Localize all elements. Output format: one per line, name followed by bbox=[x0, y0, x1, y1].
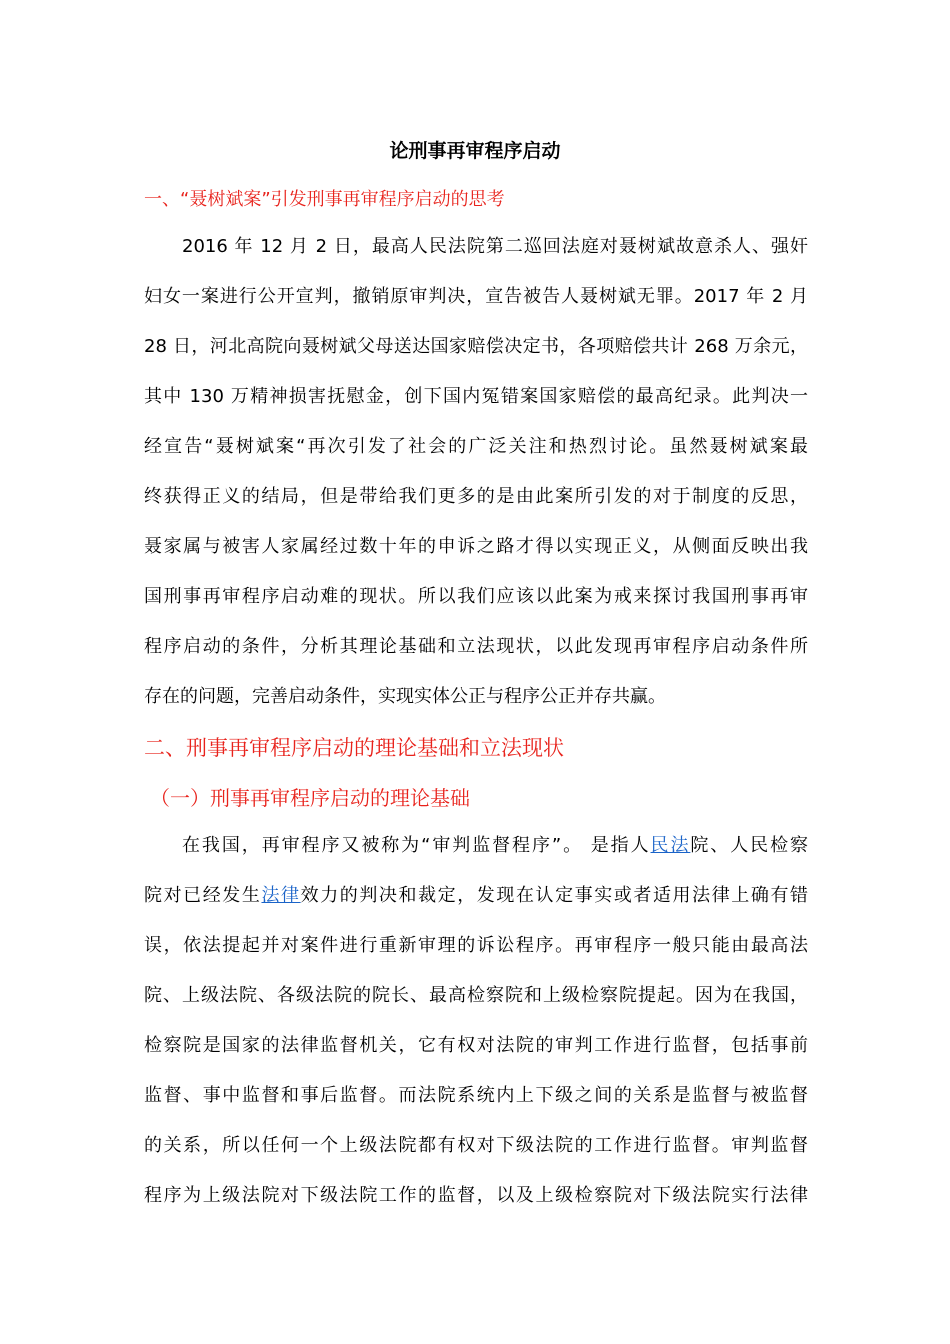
text-run: 效力的判决和裁定，发现在认定事实或者适用法律上确有错 bbox=[300, 885, 809, 906]
paragraph-line: 检察院是国家的法律监督机关，它有权对法院的审判工作进行监督，包括事前 bbox=[144, 1035, 808, 1056]
link-falv[interactable]: 法律 bbox=[261, 885, 301, 906]
paragraph-line: 其中 130 万精神损害抚慰金，创下国内冤错案国家赔偿的最高纪录。此判决一 bbox=[144, 386, 808, 407]
paragraph-line: 的关系，所以任何一个上级法院都有权对下级法院的工作进行监督。审判监督 bbox=[144, 1135, 808, 1156]
paragraph-line: 妇女一案进行公开宣判，撤销原审判决，宣告被告人聂树斌无罪。2017 年 2 月 bbox=[144, 286, 808, 307]
paragraph-line: 程序为上级法院对下级法院工作的监督，以及上级检察院对下级法院实行法律 bbox=[144, 1185, 808, 1206]
paragraph-line: 误，依法提起并对案件进行重新审理的诉讼程序。再审程序一般只能由最高法 bbox=[144, 935, 808, 956]
paragraph-line: 经宣告“聂树斌案“再次引发了社会的广泛关注和热烈讨论。虽然聂树斌案最 bbox=[144, 436, 808, 457]
text-run: 院、人民检察 bbox=[690, 835, 809, 856]
paragraph-line: 存在的问题，完善启动条件，实现实体公正与程序公正并存共赢。 bbox=[144, 686, 666, 707]
text-run: 院对已经发生 bbox=[144, 885, 262, 906]
paragraph-line: 28 日，河北高院向聂树斌父母送达国家赔偿决定书，各项赔偿共计 268 万余元， bbox=[144, 336, 808, 357]
paragraph-line: 终获得正义的结局，但是带给我们更多的是由此案所引发的对于制度的反思， bbox=[144, 486, 808, 507]
paragraph-line: 监督、事中监督和事后监督。而法院系统内上下级之间的关系是监督与被监督 bbox=[144, 1085, 808, 1106]
paragraph-line: 2016 年 12 月 2 日，最高人民法院第二巡回法庭对聂树斌故意杀人、强奸 bbox=[182, 236, 808, 257]
section-1-paragraph bbox=[144, 232, 808, 732]
link-minfa[interactable]: 民法 bbox=[650, 835, 691, 856]
paragraph-line bbox=[144, 831, 808, 881]
section-heading-2: 二、刑事再审程序启动的理论基础和立法现状 bbox=[144, 736, 564, 760]
subsection-heading: （一）刑事再审程序启动的理论基础 bbox=[150, 786, 470, 810]
document-title: 论刑事再审程序启动 bbox=[389, 140, 561, 162]
text-run: 在我国，再审程序又被称为“审判监督程序”。 是指人 bbox=[182, 835, 651, 856]
paragraph-line: 程序启动的条件，分析其理论基础和立法现状，以此发现再审程序启动条件所 bbox=[144, 636, 808, 657]
section-2-paragraph bbox=[144, 831, 808, 1231]
paragraph-line: 聂家属与被害人家属经过数十年的申诉之路才得以实现正义，从侧面反映出我 bbox=[144, 536, 808, 557]
paragraph-line bbox=[144, 881, 808, 931]
paragraph-line: 国刑事再审程序启动难的现状。所以我们应该以此案为戒来探讨我国刑事再审 bbox=[144, 586, 808, 607]
paragraph-line: 院、上级法院、各级法院的院长、最高检察院和上级检察院提起。因为在我国， bbox=[144, 985, 808, 1006]
section-heading-1: 一、“聂树斌案”引发刑事再审程序启动的思考 bbox=[144, 189, 505, 210]
